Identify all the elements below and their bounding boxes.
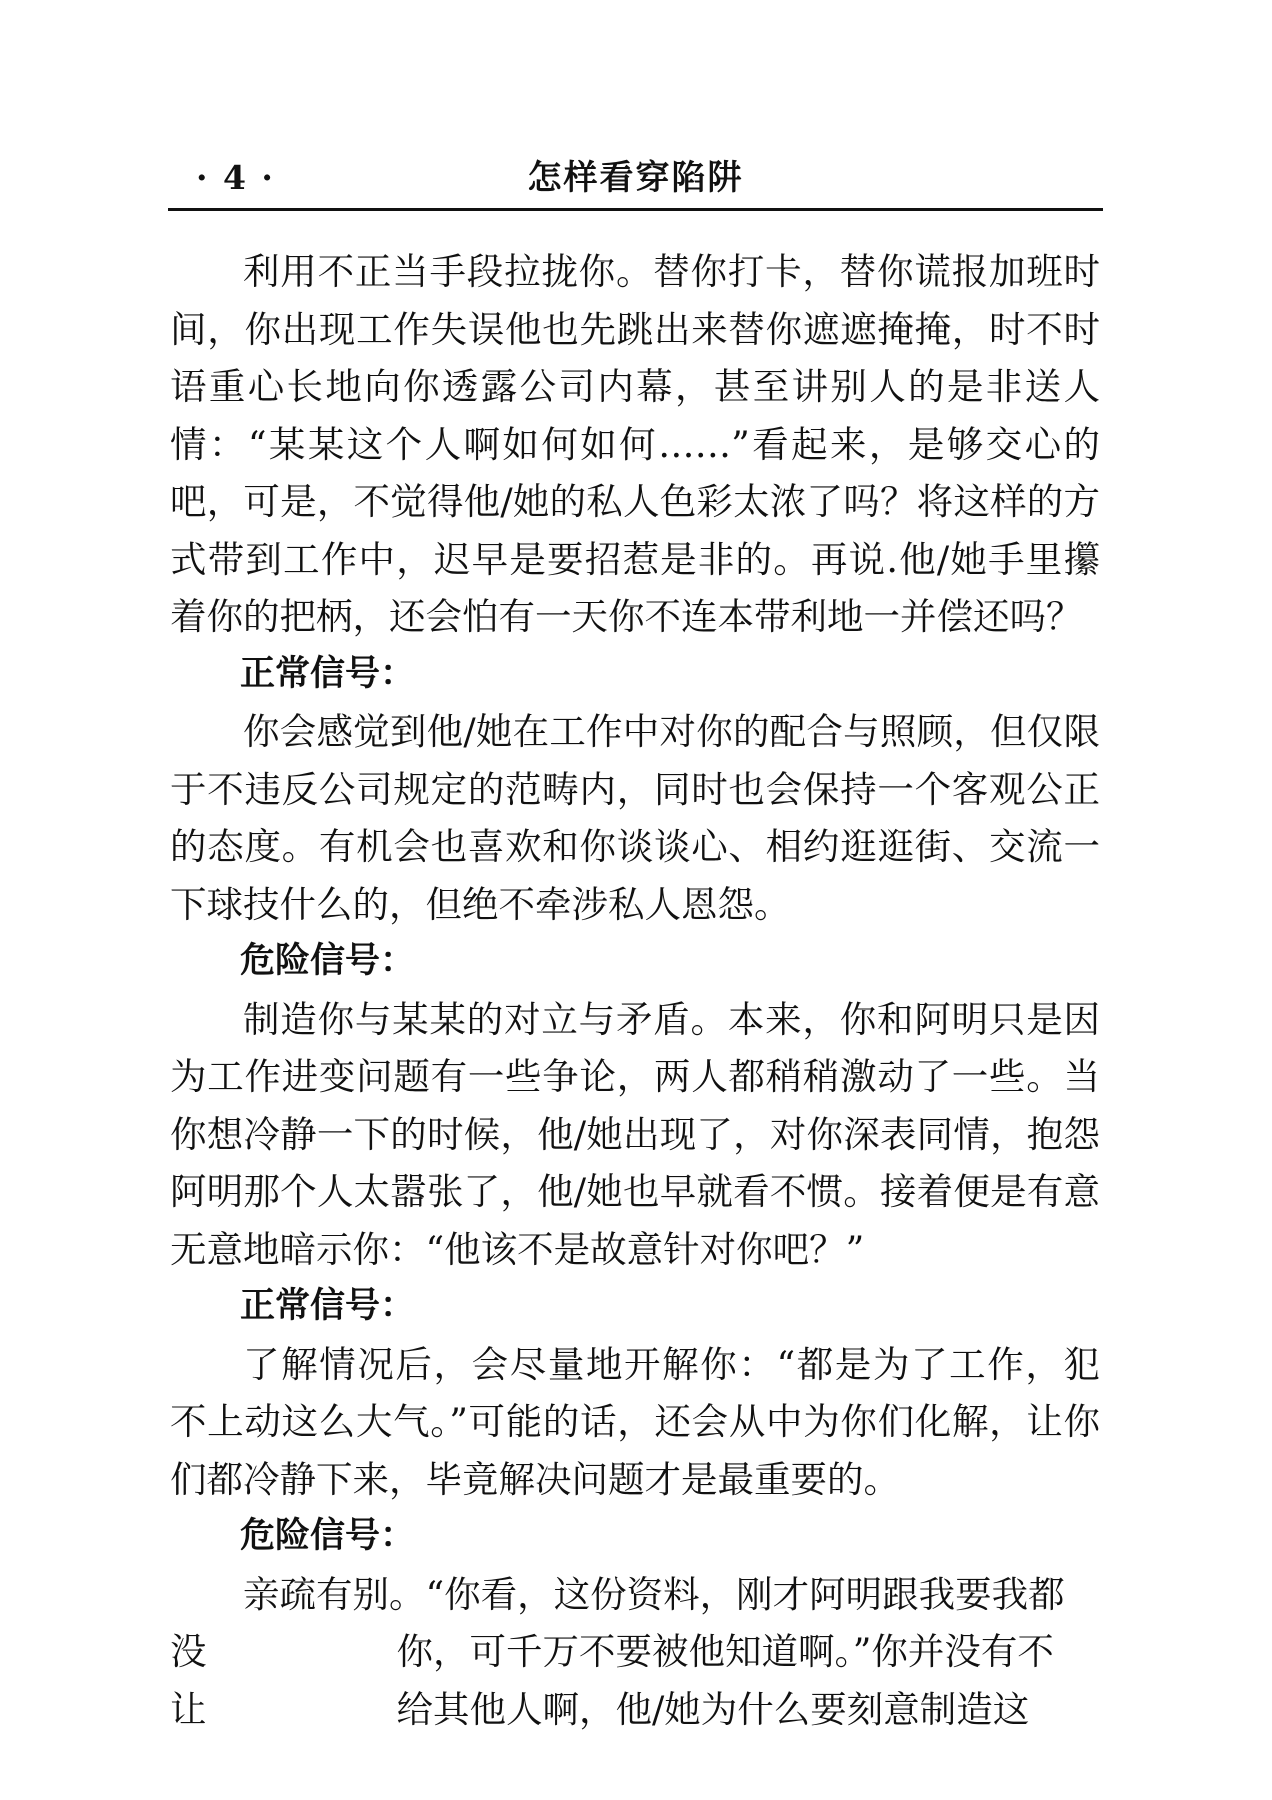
body-text (170, 243, 1100, 1738)
last-paragraph-line2-end: 你，可千万不要被他知道啊。”你并没有不 (396, 1630, 1054, 1673)
running-title: 怎样看穿陷阱 (527, 158, 744, 198)
last-paragraph (170, 1566, 1100, 1739)
last-paragraph-line3-end: 给其他人啊，他/她为什么要刻意制造这 (396, 1687, 1030, 1731)
header-rule (168, 208, 1103, 211)
section-heading: 正常信号： (240, 653, 416, 694)
last-paragraph-line1: 亲疏有别。“你看，这份资料，刚才阿明跟我要我都 (243, 1572, 1065, 1616)
paragraph: 利用不正当手段拉拢你。替你打卡，替你谎报加班时间，你出现工作失误他也先跳出来替你遮遮掩掩，时不时语重心长地向你透露公司内幕，甚至讲别人的是非送人情：“某某这个人啊如何如何……”看起来，是够交心的吧，可是，不觉得他/她的私人色彩太浓了吗？将这样的方式带到工作中，迟早是要招惹是非的。再说.他/她手里攥着你的把柄，还会怕有一天你不连本带利地一并偿还吗？ (170, 250, 1100, 638)
paragraph: 你会感觉到他/她在工作中对你的配合与照顾，但仅限于不违反公司规定的范畴内，同时也会保持一个客观公正的态度。有机会也喜欢和你谈谈心、相约逛逛街、交流一下球技什么的，但绝不牵涉私人恩怨。 (170, 710, 1100, 926)
section-heading: 正常信号： (240, 1286, 416, 1326)
paragraph: 了解情况后，会尽量地开解你：“都是为了工作，犯不上动这么大气。”可能的话，还会从中为你们化解，让你们都冷静下来，毕竟解决问题才是最重要的。 (170, 1342, 1100, 1501)
section-heading: 危险信号： (240, 941, 416, 981)
last-paragraph-line2-start: 没 (170, 1630, 207, 1673)
paragraph: 制造你与某某的对立与矛盾。本来，你和阿明只是因为工作进变问题有一些争论，两人都稍稍激动了一些。当你想冷静一下的时候，他/她出现了，对你深表同情，抱怨阿明那个人太嚣张了，他/她也早就看不惯。接着便是有意无意地暗示你：“他该不是故意针对你吧？” (170, 997, 1100, 1271)
page-header (168, 152, 1103, 204)
last-paragraph-line3-start: 让 (170, 1687, 207, 1731)
page-number: · 4 · (196, 158, 275, 197)
section-heading: 危险信号： (240, 1516, 416, 1556)
